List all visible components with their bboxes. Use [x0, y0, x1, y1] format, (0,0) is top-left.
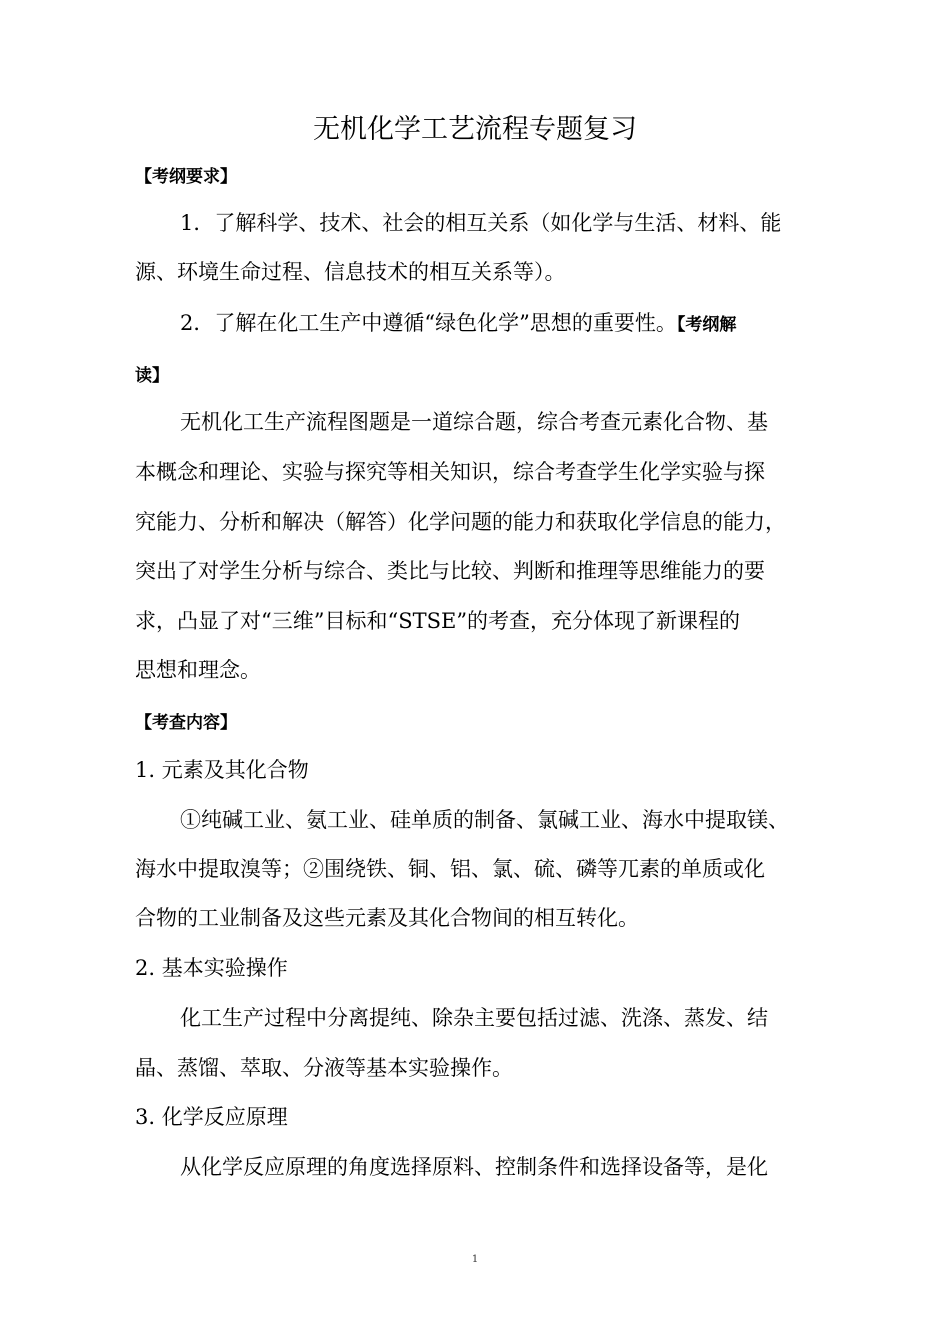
item-1-title: 1. 元素及其化合物: [135, 758, 309, 782]
requirement-1-line-2: 源、环境生命过程、信息技术的相互关系等）。: [135, 260, 566, 284]
item-3-title: 3. 化学反应原理: [135, 1105, 288, 1129]
paragraph-line-6: 思想和理念。: [135, 658, 261, 682]
document-title: 无机化学工艺流程专题复习: [313, 114, 637, 145]
requirement-1-line-1: 1．了解科学、技术、社会的相互关系（如化学与生活、材料、能: [180, 211, 782, 235]
paragraph-line-4: 突出了对学生分析与综合、类比与比较、判断和推理等思维能力的要: [135, 559, 765, 583]
item-2-title: 2. 基本实验操作: [135, 956, 288, 980]
paragraph-line-1: 无机化工生产流程图题是一道综合题，综合考查元素化合物、基: [180, 410, 768, 434]
item-1-line-3: 合物的工业制备及这些元素及其化合物间的相互转化。: [135, 906, 639, 930]
item-1-line-1: ①纯碱工业、氨工业、硅单质的制备、氯碱工业、海水中提取镁、: [180, 808, 789, 832]
section-heading-requirements: 【考纲要求】: [135, 167, 237, 187]
requirement-2-line: [180, 309, 736, 339]
section-heading-interpretation-part2: 读】: [135, 366, 169, 386]
item-2-line-2: 晶、蒸馏、萃取、分液等基本实验操作。: [135, 1056, 513, 1080]
section-heading-content: 【考查内容】: [135, 713, 237, 733]
paragraph-line-5: 求，凸显了对“三维”目标和“STSE”的考查，充分体现了新课程的: [135, 609, 741, 633]
paragraph-line-3: 究能力、分析和解决（解答）化学问题的能力和获取化学信息的能力，: [135, 510, 786, 534]
item-2-line-1: 化工生产过程中分离提纯、除杂主要包括过滤、洗涤、蒸发、结: [180, 1006, 768, 1030]
requirement-2-text: 2．了解在化工生产中遵循“绿色化学”思想的重要性。: [180, 311, 677, 335]
paragraph-line-2: 本概念和理论、实验与探究等相关知识，综合考查学生化学实验与探: [135, 460, 765, 484]
page-number: 1: [471, 1254, 479, 1265]
item-1-line-2: 海水中提取溴等；②围绕铁、铜、铝、氯、硫、磷等兀素的单质或化: [135, 857, 765, 881]
item-3-line-1: 从化学反应原理的角度选择原料、控制条件和选择设备等，是化: [180, 1155, 768, 1179]
section-heading-interpretation-part1: 【考纲解: [676, 315, 737, 335]
